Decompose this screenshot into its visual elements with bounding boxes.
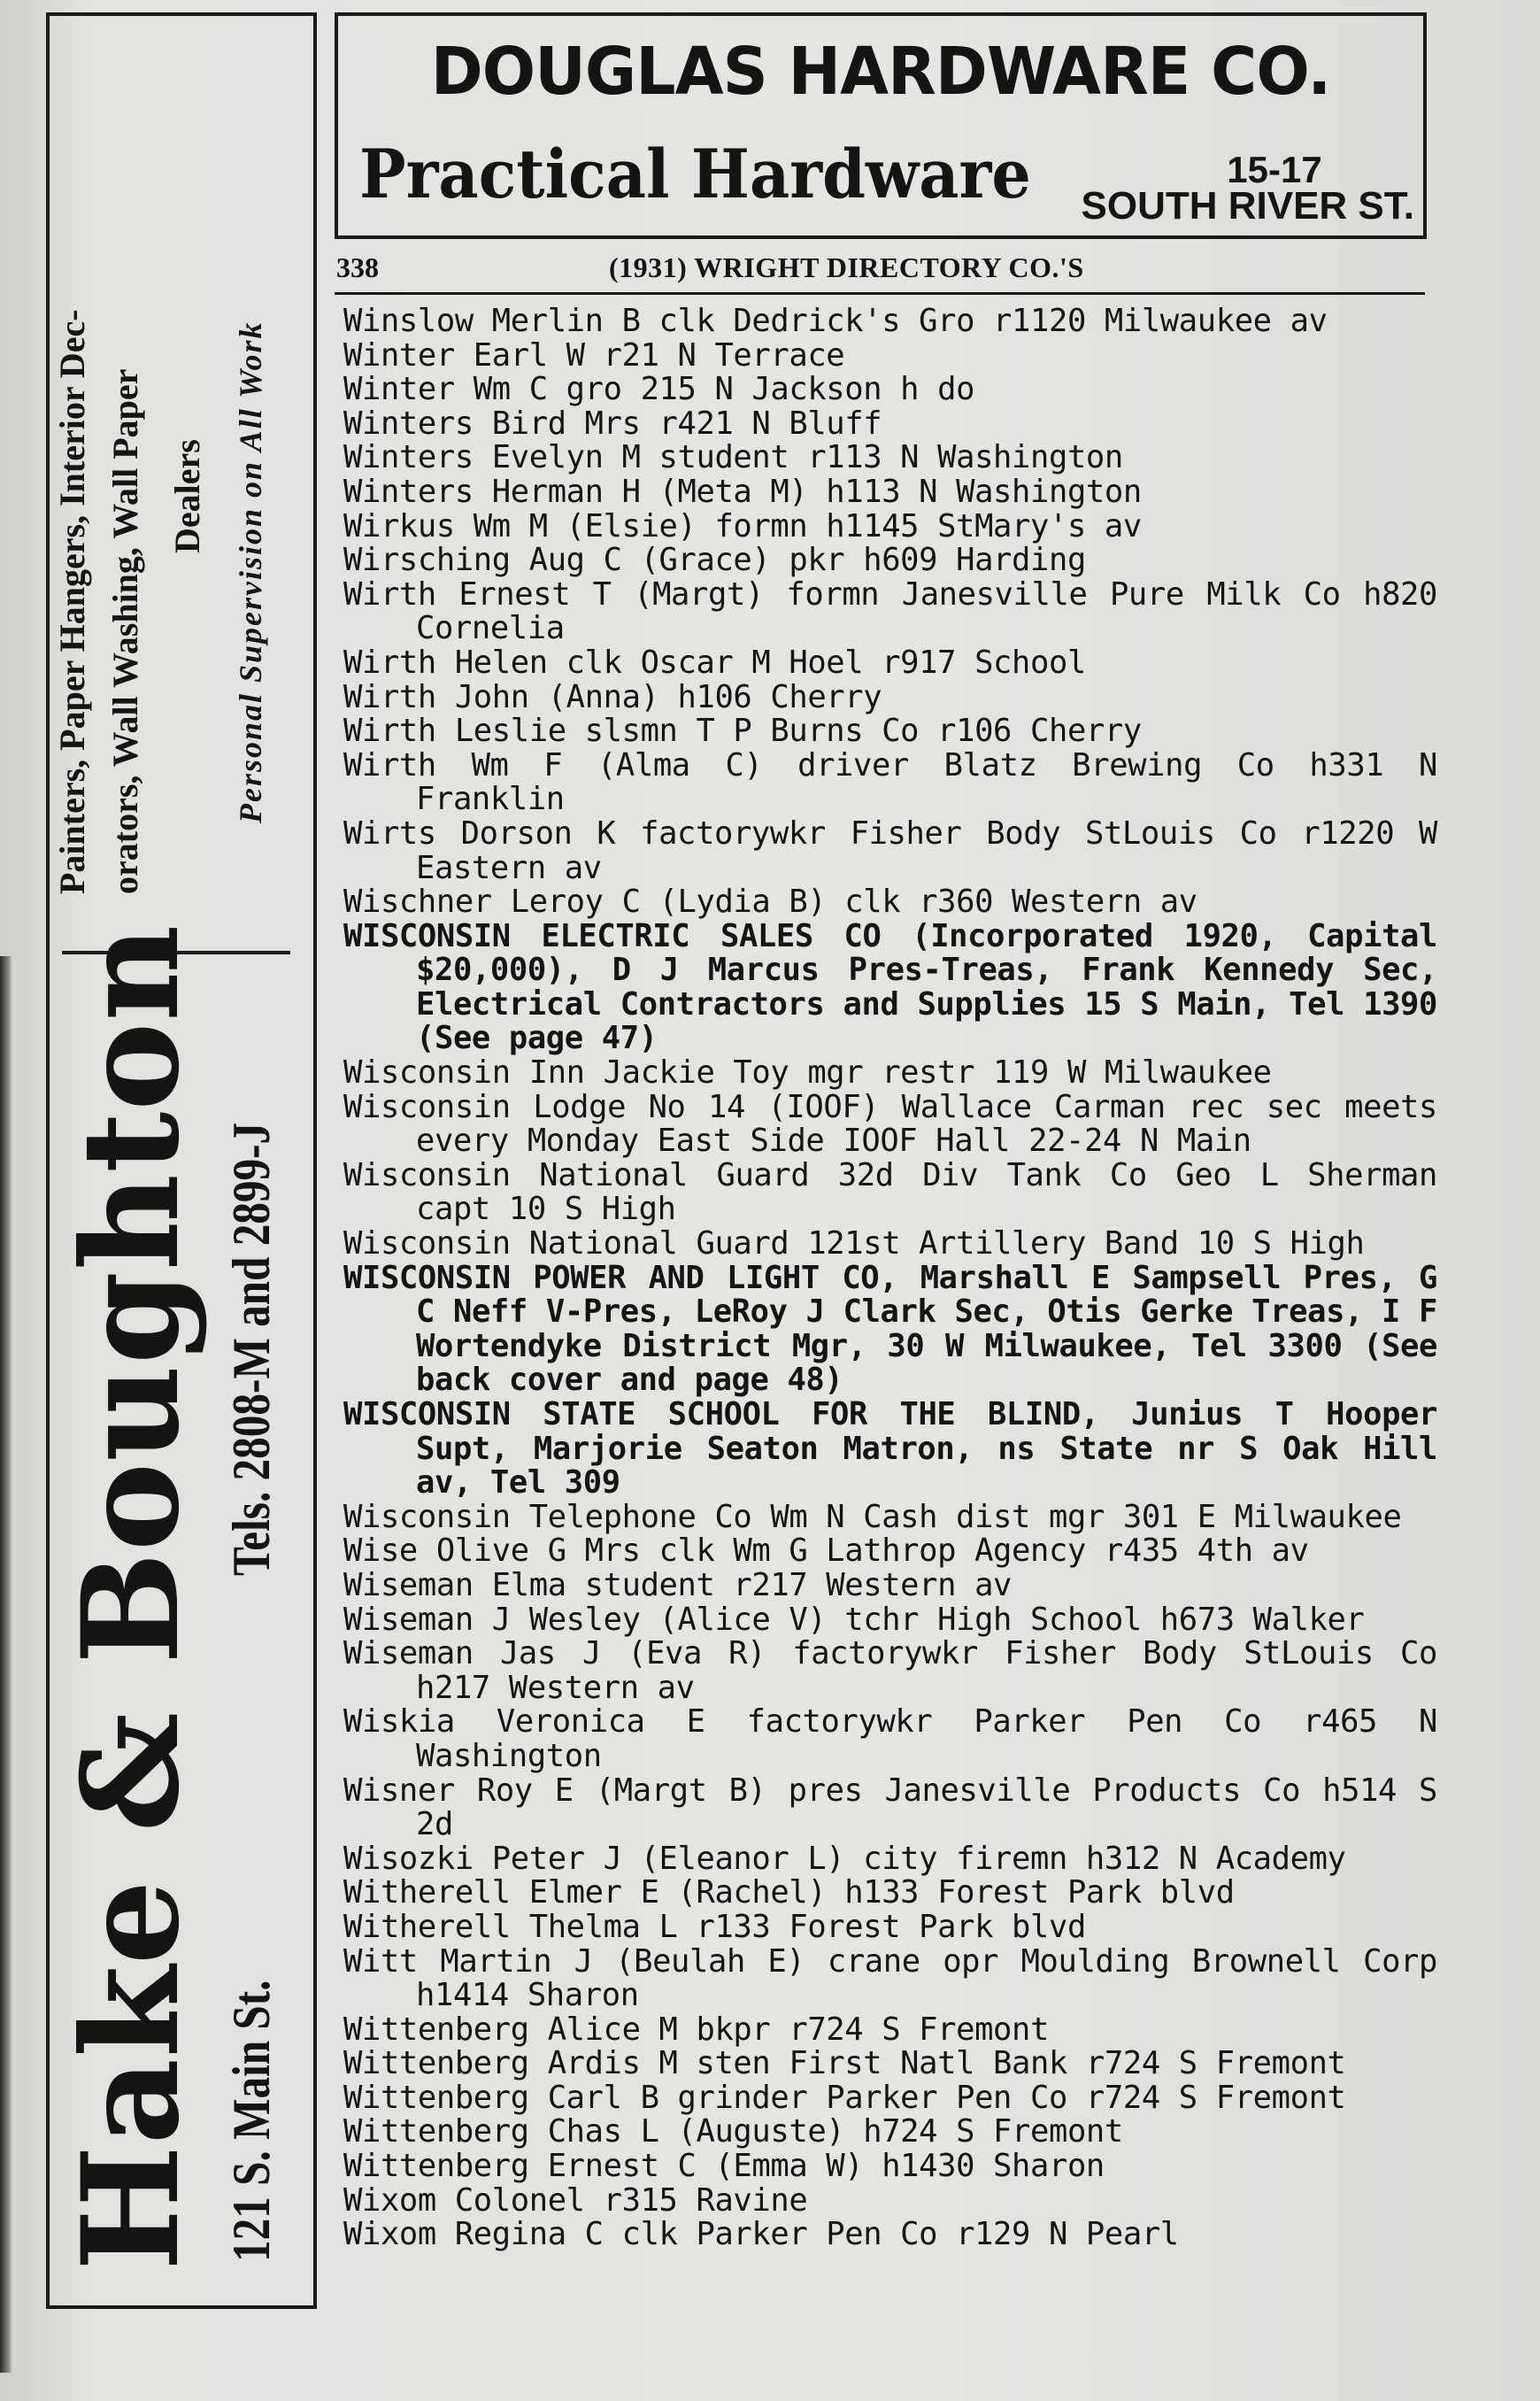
directory-entry: Witt Martin J (Beulah E) crane opr Moulding Brownell Corp h1414 Sharon (343, 1942, 1437, 2014)
directory-entry: Wisconsin Lodge No 14 (IOOF) Wallace Carman rec sec meets every Monday East Side IOOF Hall 22-24 N Main (343, 1088, 1437, 1160)
directory-entry: WISCONSIN POWER AND LIGHT CO, Marshall E Sampsell Pres, G C Neff V-Pres, LeRoy J Clark Sec, Otis Gerke Treas, I F Wortendyke District Mgr, 30 W Milwaukee, Tel 3300 (See back cover and page 48) (343, 1259, 1437, 1399)
directory-entry: Winters Evelyn M student r113 N Washington (343, 439, 1123, 476)
directory-entry: Wittenberg Chas L (Auguste) h724 S Fremont (343, 2113, 1123, 2150)
binding-shadow (0, 956, 12, 2373)
directory-entry: Wisconsin National Guard 121st Artillery Band 10 S High (343, 1225, 1365, 1262)
directory-entry: Wisconsin Telephone Co Wm N Cash dist mgr 301 E Milwaukee (343, 1498, 1402, 1535)
directory-entries (343, 305, 1437, 2252)
directory-entry: Winslow Merlin B clk Dedrick's Gro r1120 Milwaukee av (343, 303, 1328, 339)
directory-entry: Winter Wm C gro 215 N Jackson h do (343, 371, 975, 408)
page-number: 338 (336, 251, 379, 283)
directory-entry: Wirkus Wm M (Elsie) formn h1145 StMary's av (343, 507, 1142, 544)
directory-entry: Wirth Helen clk Oscar M Hoel r917 School (343, 644, 1086, 681)
directory-entry: Wisconsin National Guard 32d Div Tank Co Geo L Sherman capt 10 S High (343, 1156, 1437, 1228)
directory-entry: Wise Olive G Mrs clk Wm G Lathrop Agency r435 4th av (343, 1532, 1309, 1570)
directory-entry: Wixom Colonel r315 Ravine (343, 2181, 808, 2219)
directory-entry: WISCONSIN ELECTRIC SALES CO (Incorporated 1920, Capital $20,000), D J Marcus Pres-Treas, Frank Kennedy Sec, Electrical Contractors and Supplies 15 S Main, Tel 1390 (See page 47) (343, 917, 1437, 1057)
top-ad-street-number: 15-17 (1227, 149, 1322, 190)
directory-entry: Wischner Leroy C (Lydia B) clk r360 Western av (343, 884, 1197, 921)
directory-entry: Wirth Ernest T (Margt) formn Janesville Pure Milk Co h820 Cornelia (343, 575, 1437, 647)
side-ad-services-line-2: orators, Wall Washing, Wall Paper (105, 368, 145, 894)
directory-entry: Wiseman Elma student r217 Western av (343, 1566, 1013, 1603)
directory-entry: Winters Herman H (Meta M) h113 N Washington (343, 473, 1142, 510)
directory-entry: Wirth Wm F (Alma C) driver Blatz Brewing Co h331 N Franklin (343, 746, 1437, 818)
side-ad-supervision-slogan: Personal Supervision on All Work (233, 320, 268, 823)
directory-entry: Wisozki Peter J (Eleanor L) city firemn h312 N Academy (343, 1840, 1346, 1877)
page-header (335, 246, 1425, 287)
side-ad-phones: Tels. 2808-M and 2899-J (222, 1122, 281, 1576)
directory-entry: Wittenberg Carl B grinder Parker Pen Co r724 S Fremont (343, 2079, 1346, 2116)
side-ad-services-line-3: Dealers (167, 439, 207, 553)
directory-entry: Wittenberg Ardis M sten First Natl Bank r724 S Fremont (343, 2045, 1346, 2082)
directory-entry: Wixom Regina C clk Parker Pen Co r129 N Pearl (343, 2216, 1179, 2253)
directory-entry: Wisner Roy E (Margt B) pres Janesville Products Co h514 S 2d (343, 1772, 1437, 1843)
side-ad-company-name: Hake & Boughton (53, 923, 209, 2271)
side-ad-address: 121 S. Main St. (222, 1980, 281, 2262)
side-ad-services-line-1: Painters, Paper Hangers, Interior Dec- (52, 309, 92, 894)
top-ad-tagline: Practical Hardware (359, 135, 1031, 213)
running-title: (1931) WRIGHT DIRECTORY CO.'S (609, 251, 1084, 283)
directory-entry: Witherell Elmer E (Rachel) h133 Forest Park blvd (343, 1874, 1235, 1911)
directory-entry: Wiskia Veronica E factorywkr Parker Pen Co r465 N Washington (343, 1703, 1437, 1774)
directory-entry: Wirts Dorson K factorywkr Fisher Body StLouis Co r1220 W Eastern av (343, 814, 1437, 886)
directory-entry: Wittenberg Alice M bkpr r724 S Fremont (343, 2011, 1049, 2048)
directory-entry: Wirsching Aug C (Grace) pkr h609 Harding (343, 542, 1086, 579)
directory-entry: Wiseman Jas J (Eva R) factorywkr Fisher Body StLouis Co h217 Western av (343, 1635, 1437, 1706)
header-rule (335, 292, 1425, 295)
directory-entry: Wittenberg Ernest C (Emma W) h1430 Sharon (343, 2148, 1105, 2185)
top-ad-street-name: SOUTH RIVER ST. (1081, 184, 1414, 228)
directory-entry: Wirth John (Anna) h106 Cherry (343, 678, 882, 715)
directory-entry: Wisconsin Inn Jackie Toy mgr restr 119 W Milwaukee (343, 1054, 1272, 1092)
directory-entry: Wiseman J Wesley (Alice V) tchr High School h673 Walker (343, 1601, 1365, 1638)
directory-entry: Witherell Thelma L r133 Forest Park blvd (343, 1908, 1086, 1945)
directory-entry: Winters Bird Mrs r421 N Bluff (343, 405, 882, 442)
directory-entry: Wirth Leslie slsmn T P Burns Co r106 Cherry (343, 713, 1142, 750)
top-ad-company-name: DOUGLAS HARDWARE CO. (430, 34, 1331, 110)
directory-entry: Winter Earl W r21 N Terrace (343, 336, 845, 374)
top-advertisement (335, 12, 1427, 239)
directory-entry: WISCONSIN STATE SCHOOL FOR THE BLIND, Junius T Hooper Supt, Marjorie Seaton Matron, ns State nr S Oak Hill av, Tel 309 (343, 1396, 1437, 1502)
